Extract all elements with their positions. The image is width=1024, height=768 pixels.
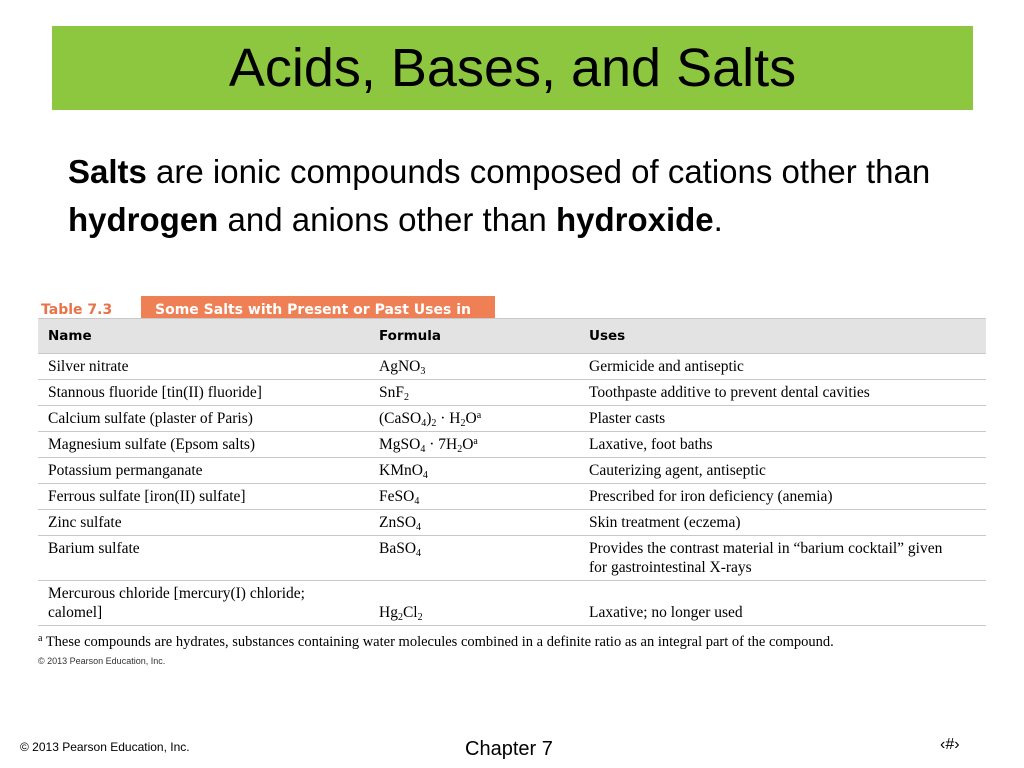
header-name: Name bbox=[48, 328, 92, 344]
salts-table bbox=[38, 318, 986, 626]
cell-formula: KMnO$_4$ bbox=[379, 462, 428, 481]
header-uses: Uses bbox=[589, 328, 626, 344]
table-body bbox=[38, 354, 986, 626]
cell-formula: $(CaSO_4)_2 \cdot H_2O^a$ bbox=[379, 410, 482, 429]
intro-text-3: . bbox=[713, 201, 723, 238]
cell-name: Calcium sulfate (plaster of Paris) bbox=[48, 410, 253, 427]
cell-name: Mercurous chloride [mercury(I) chloride; calomel] bbox=[48, 585, 305, 621]
cell-uses: Skin treatment (eczema) bbox=[589, 514, 741, 531]
cell-uses: Plaster casts bbox=[589, 410, 666, 427]
table-row bbox=[38, 380, 986, 406]
cell-formula: $Hg_2Cl_2$ bbox=[379, 604, 423, 623]
cell-uses: Toothpaste additive to prevent dental cavities bbox=[589, 384, 870, 401]
title-banner bbox=[52, 26, 973, 110]
table-row bbox=[38, 536, 986, 581]
cell-name: Silver nitrate bbox=[48, 358, 129, 375]
cell-name: Stannous fluoride [tin(II) fluoride] bbox=[48, 384, 262, 401]
table-row bbox=[38, 432, 986, 458]
cell-uses: Cauterizing agent, antiseptic bbox=[589, 462, 766, 479]
cell-formula: SnF$_2$ bbox=[379, 384, 409, 403]
cell-formula: FeSO$_4$ bbox=[379, 488, 420, 507]
cell-uses: Laxative, foot baths bbox=[589, 436, 713, 453]
cell-uses: Germicide and antiseptic bbox=[589, 358, 744, 375]
intro-paragraph bbox=[68, 148, 948, 244]
table-row bbox=[38, 406, 986, 432]
table-row bbox=[38, 458, 986, 484]
slide-title: Acids, Bases, and Salts bbox=[228, 38, 797, 98]
table-caption-title: Some Salts with Present or Past Uses in bbox=[141, 296, 495, 324]
cell-formula: BaSO$_4$ bbox=[379, 540, 422, 559]
intro-text-2: and anions other than bbox=[218, 201, 556, 238]
cell-name: Zinc sulfate bbox=[48, 514, 122, 531]
footer-slide-number: ‹#› bbox=[940, 736, 960, 753]
cell-uses: Prescribed for iron deficiency (anemia) bbox=[589, 488, 833, 505]
intro-bold-hydroxide: hydroxide bbox=[555, 201, 714, 238]
cell-formula: MgSO$_4$ · $7H_2O^a$ bbox=[379, 436, 478, 455]
cell-uses: Provides the contrast material in “barium cocktail” given for gastrointestinal X-rays bbox=[589, 540, 943, 576]
cell-name: Magnesium sulfate (Epsom salts) bbox=[48, 436, 256, 453]
table-footnote bbox=[38, 634, 834, 651]
footnote-text: These compounds are hydrates, substances containing water molecules combined in a definite ratio as an integral part of the compound. bbox=[42, 634, 834, 650]
intro-text-1: are ionic compounds composed of cations other than bbox=[146, 153, 931, 190]
cell-formula: AgNO$_3$ bbox=[379, 358, 426, 377]
cell-name: Potassium permanganate bbox=[48, 462, 203, 479]
intro-bold-hydrogen: hydrogen bbox=[68, 201, 219, 238]
table-number: Table 7.3 bbox=[41, 302, 113, 318]
cell-name: Barium sulfate bbox=[48, 540, 140, 557]
header-formula: Formula bbox=[379, 328, 442, 344]
cell-formula: ZnSO$_4$ bbox=[379, 514, 422, 533]
footer-copyright: © 2013 Pearson Education, Inc. bbox=[20, 740, 190, 754]
footer-chapter: Chapter 7 bbox=[465, 738, 553, 760]
table-copyright: © 2013 Pearson Education, Inc. bbox=[38, 656, 166, 666]
intro-bold-salts: Salts bbox=[68, 153, 147, 190]
table-row bbox=[38, 484, 986, 510]
cell-uses: Laxative; no longer used bbox=[589, 604, 743, 621]
table-row bbox=[38, 510, 986, 536]
table-row bbox=[38, 354, 986, 380]
cell-name: Ferrous sulfate [iron(II) sulfate] bbox=[48, 488, 246, 505]
footnote-mark: a bbox=[38, 633, 43, 644]
table-header-row bbox=[38, 318, 986, 354]
table-row bbox=[38, 581, 986, 626]
